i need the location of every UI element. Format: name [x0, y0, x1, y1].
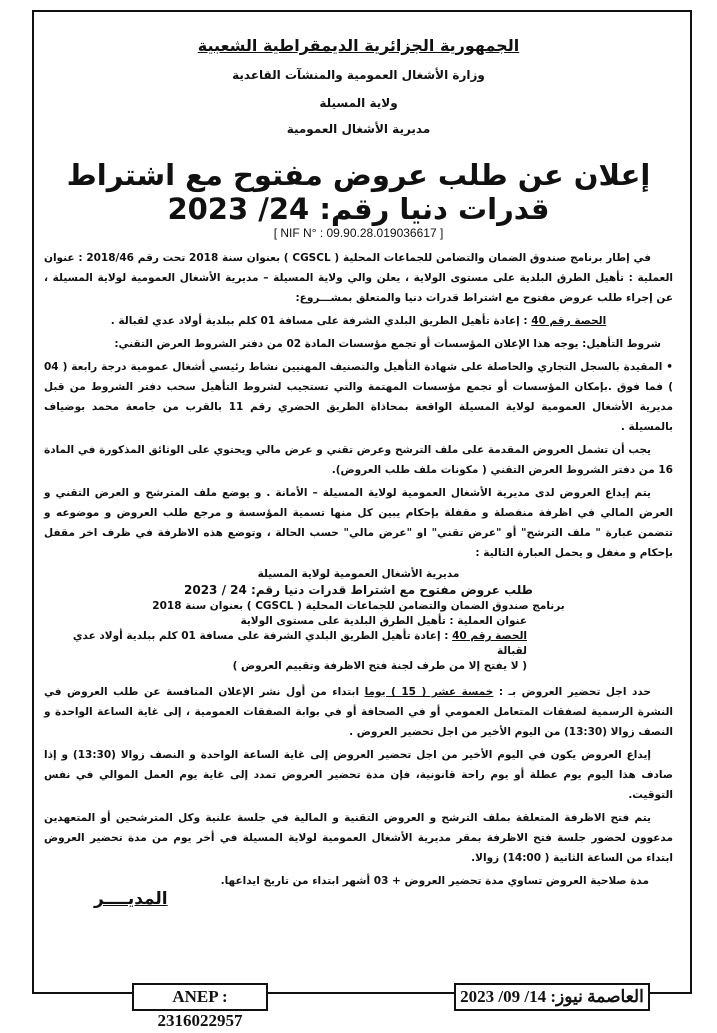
ministry-heading: وزارة الأشغال العمومية والمنشآت القاعدية: [232, 68, 485, 82]
offers-paragraph: يجب أن تشمل العروض المقدمة على ملف الترشح وعرض تقني و عرض مالي ويحتوي على الوثائق المذكورة في المادة 16 من دفتر الشروط العرض التقني ( مكونات ملف طلب العروض).: [44, 444, 673, 476]
nif-number: [ NIF N° : 09.90.28.019036617 ]: [273, 226, 444, 240]
directorate-heading: مديرية الأشغال العمومية: [286, 122, 431, 136]
envelope-block: [44, 567, 673, 674]
intro-paragraph: في إطار برنامج صندوق الضمان والتضامن للجماعات المحلية ( CGSCL ) بعنوان سنة 2018 تحت رقم 2018/46 : عنوان العملية : تأهيل الطرق البلدية على مستوى الولاية ، يعلن والي ولاية المسيلة – مديرية الأشغال العمومية لولاية المسيلة ، عن إجراء طلب عروض مفتوح مع اشتراط قدرات دنيا والمتعلق بمشـــروع:: [44, 252, 673, 304]
envelope-line-6: ( لا يفتح إلا من طرف لجنة فتح الاظرفة وتقييم العروض ): [232, 660, 527, 672]
envelope-line-4: عنوان العملية : تأهيل الطرق البلدية على مستوى الولاية: [240, 615, 527, 627]
anep-reference: ANEP : 2316022957: [132, 983, 268, 1011]
envelope-line-1: مديرية الأشغال العمومية لولاية المسيلة: [257, 568, 460, 580]
envelope-lot-label: الحصة رقم 40: [452, 630, 527, 642]
lot-text: : إعادة تأهيل الطريق البلدي الشرفة على مسافة 01 كلم ببلدية أولاد عدي لقبالة .: [110, 315, 532, 327]
prep-text-a: حدد اجل تحضير العروض بـ :: [493, 686, 651, 698]
opening-paragraph: يتم فتح الاظرفة المتعلقة بملف الترشح و العروض التقنية و المالية في جلسة علنية وكل المترشحين أو المتعهدين مدعوون لحضور جلسة فتح الاظرفة بمقر مديرية الأشغال العمومية لولاية المسيلة في أخر يوم من مدة تحضير العروض ابتداء من الساعة الثانية ( 14:00) زوالا.: [44, 812, 673, 864]
requirements-bullet: • المقيدة بالسجل التجاري والحاصلة على شهادة التأهيل والتصنيف المهنيين نشاط رئيسي أشغال عمومية درجة رابعة ( 04 ) فما فوق .بإمكان المؤسسات أو تجمع مؤسسات المهتمة والتي تستجيب لشروط التأهيل سحب دفتر الشروط من قبل مديرية الأشغال العمومية لولاية المسيلة الواقعة بمحاذاة الطريق الحضري رقم 11 بالقرب من جامعة محمد بوضياف بالمسيلة .: [44, 361, 673, 433]
envelope-line-3: برنامج صندوق الضمان والتضامن للجماعات المحلية ( CGSCL ) بعنوان سنة 2018: [152, 600, 565, 612]
qualification-paragraph: شروط التأهيل: يوجه هذا الإعلان المؤسسات أو تجمع مؤسسات المادة 02 من دفتر الشروط العرض التقني:: [114, 338, 661, 350]
border-bottom: [268, 992, 454, 994]
wilaya-heading: ولاية المسيلة: [319, 96, 398, 110]
press-date: العاصمة نيوز: 14/ 09/ 2023: [454, 983, 650, 1011]
envelope-line-2: طلب عروض مفتوح مع اشتراط قدرات دنيا رقم: 24 / 2023: [184, 583, 533, 597]
deadline-paragraph: إيداع العروض يكون في اليوم الأخير من اجل تحضير العروض إلى غاية الساعة الواحدة و النصف زوالا (13:30) و إذا صادف هذا اليوم يوم عطلة أو يوم راحة قانونية، فإن مدة تحضير العروض تمدد إلى غاية يوم العمل الموالي في نفس التوقيت.: [44, 749, 673, 801]
prep-duration: خمسة عشر ( 15 ) يوما: [364, 686, 494, 698]
deposit-paragraph: يتم إيداع العروض لدى مديرية الأشغال العمومية لولاية المسيلة – الأمانة . و يوضع ملف المترشح و العرض التقني و العرض المالي في اظرفة منفصلة و مقفلة بإحكام يبين كل منها تسمية المؤسسة و مرجع طلب العروض و موضوعه و تتضمن عبارة " ملف الترشح" أو "عرض تقني" او "عرض مالي" حسب الحالة ، وتوضع هذه الاظرفة في ظرف اخر مقفل بإحكام و مغفل و يحمل العبارة التالية :: [44, 487, 673, 559]
border-bottom: [32, 992, 132, 994]
envelope-lot-text: : إعادة تأهيل الطريق البلدي الشرفة على مسافة 01 كلم ببلدية أولاد عدي لقبالة: [72, 630, 527, 657]
border-bottom: [650, 992, 690, 994]
preparation-paragraph: [44, 682, 673, 742]
lot-label: الحصة رقم 40: [531, 315, 607, 327]
validity-row: [44, 871, 673, 909]
lot-line: [44, 311, 673, 331]
prep-text-b: ابتداء من أول نشر الإعلان المنافسة عن طلب العروض في النشرة الرسمية لصفقات المتعامل العمومي أو في الصحافة أو في بوابة الصفقات العمومية ، إلى غاية الساعة الواحدة و النصف زوالا (13:30) من اليوم الأخير من اجل تحضير العروض .: [44, 686, 673, 738]
director-signature: المديــــر: [94, 889, 168, 909]
validity-paragraph: مدة صلاحية العروض تساوي مدة تحضير العروض + 03 أشهر ابتداء من تاريخ ايداعها.: [220, 875, 649, 887]
announcement-body: [44, 248, 673, 909]
announcement-title: إعلان عن طلب عروض مفتوح مع اشتراط قدرات دنيا رقم: 24/ 2023: [66, 158, 651, 226]
republic-heading: الجمهورية الجزائرية الديمقراطية الشعبية: [197, 36, 520, 55]
envelope-lot: [44, 629, 673, 659]
